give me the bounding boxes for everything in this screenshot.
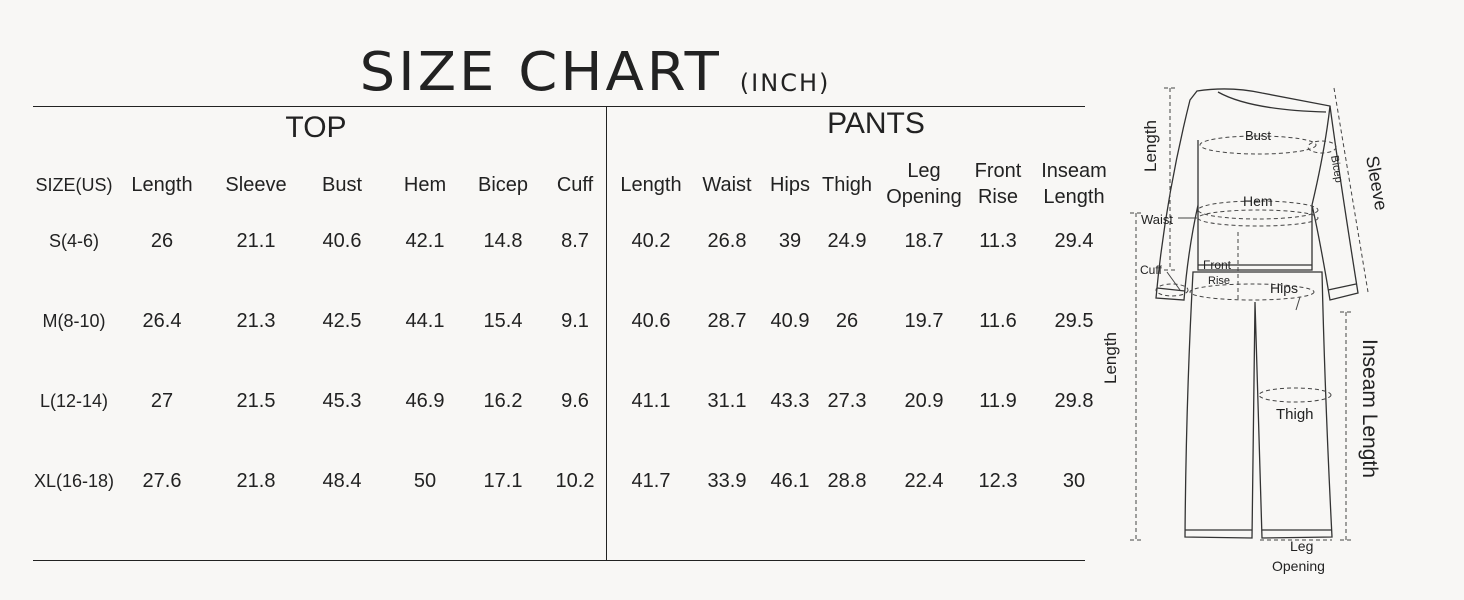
table-cell: 26 [835,310,859,332]
diagram-label-bust: Bust [1245,128,1272,143]
table-cell: 11.9 [979,390,1017,412]
table-cell: 11.6 [979,310,1017,332]
table-cell: 29.4 [1054,230,1094,252]
table-bottom-rule [33,560,1085,561]
diagram-label-hem: Hem [1243,193,1273,209]
diagram-label-waist: Waist [1141,212,1174,227]
table-cell: 26.8 [707,230,747,252]
table-cell: 33.9 [707,470,747,492]
chart-title [0,40,1190,105]
column-header: Leg Opening [886,160,962,208]
column-header: SIZE(US) [35,175,113,195]
table-cell: 46.9 [405,390,445,412]
column-header: Hips [769,174,810,196]
table-cell: 41.1 [631,390,671,412]
table-cell: 27.3 [827,390,867,412]
table-cell: 15.4 [483,310,523,332]
table-cell: 28.7 [707,310,747,332]
table-cell: 45.3 [322,390,362,412]
diagram-label-front-rise-2: Rise [1208,275,1231,287]
table-cell: 40.6 [322,230,362,252]
column-header: Cuff [556,174,594,196]
table-cell: 21.8 [236,470,276,492]
section-divider [606,106,607,561]
diagram-label-hips: Hips [1270,280,1299,296]
table-cell: 43.3 [770,390,810,412]
top-section-title: TOP [285,111,347,144]
column-header: Length [131,174,193,196]
table-cell: 9.1 [561,310,589,332]
table-cell: 41.7 [631,470,671,492]
garment-diagram [1100,0,1392,600]
column-header: Length [620,174,682,196]
pants-outline [1185,272,1332,538]
table-cell: 19.7 [904,310,944,332]
table-cell: 21.3 [236,310,276,332]
table-cell: 30 [1062,470,1086,492]
table-cell: 9.6 [561,390,589,412]
table-cell: 21.1 [236,230,276,252]
table-cell: 16.2 [483,390,523,412]
table-cell: 26.4 [142,310,182,332]
table-cell: 40.2 [631,230,671,252]
size-label-cell: XL(16-18) [33,471,115,491]
table-cell: 40.6 [631,310,671,332]
table-cell: 48.4 [322,470,362,492]
size-label-cell: S(4-6) [48,231,99,251]
title-text: SIZE CHART [359,41,722,104]
diagram-label-cuff: Cuff [1140,263,1162,277]
table-cell: 26 [150,230,174,252]
diagram-label-leg-opening-1: Leg [1290,538,1314,554]
diagram-label-bicep: Bicep [1328,154,1345,184]
table-cell: 14.8 [483,230,523,252]
table-cell: 46.1 [770,470,810,492]
table-cell: 42.1 [405,230,445,252]
pants-section-title: PANTS [827,107,925,140]
table-cell: 12.3 [978,470,1018,492]
shoulder-seam [1312,106,1330,205]
table-cell: 22.4 [904,470,944,492]
column-header: Bicep [477,174,529,196]
table-cell: 8.7 [561,230,589,252]
table-cell: 27 [150,390,174,412]
table-cell: 50 [413,470,437,492]
table-cell: 31.1 [707,390,747,412]
column-header: Front Rise [974,160,1022,208]
table-cell: 28.8 [827,470,867,492]
column-header: Bust [321,174,363,196]
size-label-cell: L(12-14) [39,391,109,411]
column-header: Hem [403,174,447,196]
table-cell: 44.1 [405,310,445,332]
table-cell: 18.7 [904,230,944,252]
diagram-label-leg-opening-2: Opening [1272,558,1325,574]
table-cell: 17.1 [483,470,523,492]
column-header: Waist [702,174,752,196]
table-cell: 39 [778,230,802,252]
column-header: Sleeve [225,174,287,196]
table-cell: 42.5 [322,310,362,332]
diagram-label-length-pants: Length [1101,332,1120,384]
diagram-label-sleeve: Sleeve [1362,154,1392,212]
table-cell: 20.9 [904,390,944,412]
table-cell: 29.8 [1054,390,1094,412]
table-cell: 11.3 [979,230,1017,252]
column-header: Inseam Length [1041,160,1107,208]
table-cell: 40.9 [770,310,810,332]
table-cell: 24.9 [827,230,867,252]
unit-label: (INCH) [739,69,831,97]
table-cell: 27.6 [142,470,182,492]
table-cell: 29.5 [1054,310,1094,332]
column-header: Thigh [821,174,873,196]
size-label-cell: M(8-10) [42,311,106,331]
diagram-label-length-top: Length [1141,120,1160,172]
table-cell: 10.2 [555,470,595,492]
table-cell: 21.5 [236,390,276,412]
diagram-label-inseam-length: Inseam Length [1358,339,1381,478]
diagram-label-front-rise-1: Front [1203,258,1232,272]
diagram-label-thigh: Thigh [1276,406,1314,423]
